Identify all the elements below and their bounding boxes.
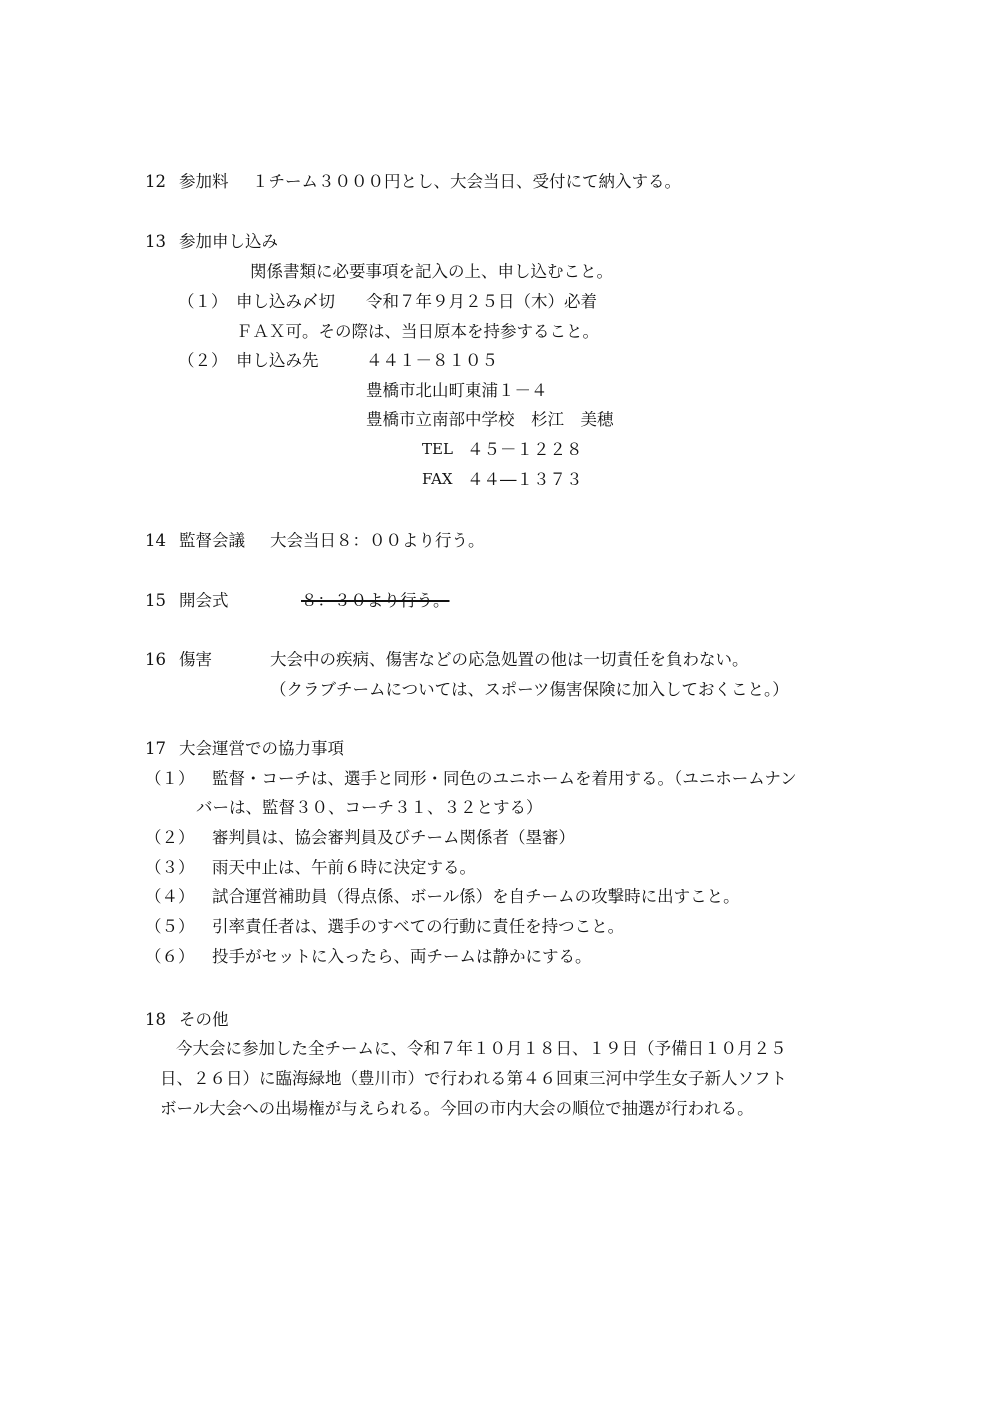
section-18-line-2: 日、２６日）に臨海緑地（豊川市）で行われる第４６回東三河中学生女子新人ソフト [160, 1069, 787, 1088]
section-13-item-1-number: （１） [178, 292, 228, 311]
section-16-number: 16 [145, 650, 166, 669]
section-16-note: （クラブチームについては、スポーツ傷害保険に加入しておくこと。） [270, 680, 789, 699]
section-17-item-2-number: （２） [145, 828, 195, 847]
tel-label: TEL [422, 440, 453, 458]
fax-label: FAX [422, 470, 453, 488]
section-15-number: 15 [145, 591, 166, 610]
section-17-item-1-continuation: バーは、監督３０、コーチ３１、３２とする） [196, 798, 543, 817]
section-13-number: 13 [145, 232, 166, 251]
section-17-item-5-text: 引率責任者は、選手のすべての行動に責任を持つこと。 [212, 917, 625, 936]
section-12-label: 参加料 [179, 172, 229, 191]
school-contact: 豊橋市立南部中学校 杉江 美穂 [366, 410, 614, 429]
fax-number: ４４―１３７３ [467, 470, 583, 489]
tel-number: ４５－１２２８ [467, 440, 583, 459]
section-17-item-4-text: 試合運営補助員（得点係、ボール係）を自チームの攻撃時に出すこと。 [212, 887, 740, 906]
section-17-item-1-number: （１） [145, 769, 195, 788]
section-17-label: 大会運営での協力事項 [179, 739, 344, 758]
section-15-text: ８：３０より行う。 [301, 591, 450, 610]
section-17-item-3-number: （３） [145, 858, 195, 877]
section-14-label: 監督会議 [179, 531, 245, 550]
section-14-number: 14 [145, 531, 166, 550]
section-18-line-3: ボール大会への出場権が与えられる。今回の市内大会の順位で抽選が行われる。 [160, 1099, 754, 1118]
section-18-label: その他 [179, 1010, 229, 1029]
section-17-item-1-text: 監督・コーチは、選手と同形・同色のユニホームを着用する。（ユニホームナン [212, 769, 797, 788]
section-17-item-6-number: （６） [145, 947, 195, 966]
section-12-text: １チーム３０００円とし、大会当日、受付にて納入する。 [252, 172, 681, 191]
section-13-label: 参加申し込み [179, 232, 278, 251]
section-17-item-4-number: （４） [145, 887, 195, 906]
section-13-item-2-label: 申し込み先 [236, 351, 319, 370]
postal-code: ４４１－８１０５ [366, 351, 498, 370]
section-16-text: 大会中の疾病、傷害などの応急処置の他は一切責任を負わない。 [270, 650, 749, 669]
section-16-label: 傷害 [179, 650, 212, 669]
section-17-item-5-number: （５） [145, 917, 195, 936]
section-17-item-2-text: 審判員は、協会審判員及びチーム関係者（塁審） [212, 828, 575, 847]
section-13-item-1-text: 令和７年９月２５日（木）必着 [366, 292, 597, 311]
section-15-label: 開会式 [179, 591, 229, 610]
section-14-text: 大会当日８：００より行う。 [270, 531, 485, 550]
section-13-item-1-label: 申し込み〆切 [236, 292, 335, 311]
address: 豊橋市北山町東浦１－４ [366, 381, 548, 400]
section-17-number: 17 [145, 739, 166, 758]
section-13-item-2-number: （２） [178, 351, 228, 370]
section-18-number: 18 [145, 1010, 166, 1029]
section-13-item-1-note: ＦＡＸ可。その際は、当日原本を持参すること。 [236, 322, 599, 341]
section-15-struck [135, 593, 454, 610]
section-18-line-1: 今大会に参加した全チームに、令和７年１０月１８日、１９日（予備日１０月２５ [176, 1039, 787, 1058]
section-13-intro: 関係書類に必要事項を記入の上、申し込むこと。 [250, 262, 613, 281]
section-17-item-6-text: 投手がセットに入ったら、両チームは静かにする。 [212, 947, 592, 966]
section-17-item-3-text: 雨天中止は、午前６時に決定する。 [212, 858, 476, 877]
section-12-number: 12 [145, 172, 166, 191]
